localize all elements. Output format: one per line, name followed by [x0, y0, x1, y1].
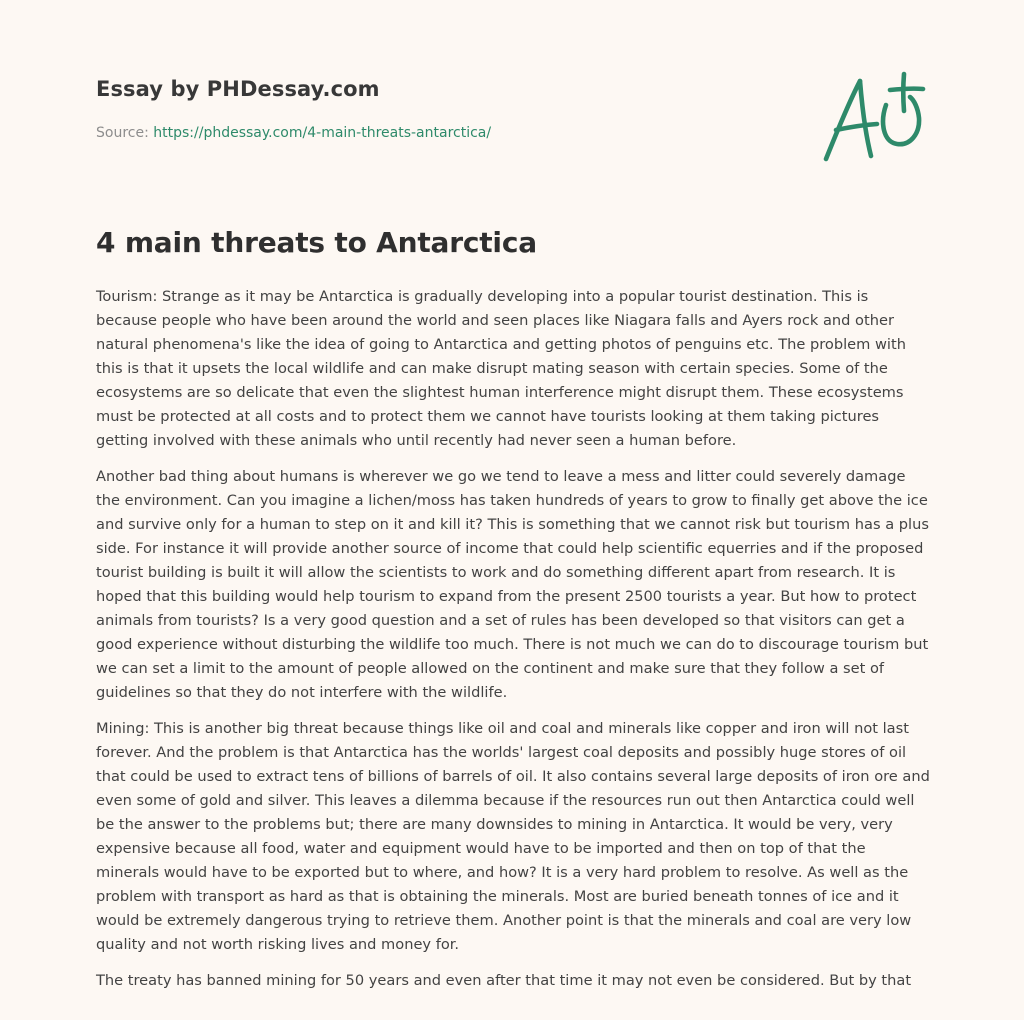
- essay-body: [96, 285, 932, 1005]
- a-plus-logo-icon: [822, 70, 926, 164]
- source-link[interactable]: https://phdessay.com/4-main-threats-antarctica/: [153, 125, 492, 141]
- paragraph-treaty: The treaty has banned mining for 50 years and even after that time it may not even be considered. But by that: [96, 972, 912, 989]
- a-plus-logo-graphic: [822, 70, 926, 164]
- site-brand: Essay by PHDessay.com: [96, 77, 380, 101]
- source-label: Source:: [96, 125, 154, 141]
- paragraph-mining: Mining: This is another big threat because things like oil and coal and minerals like copper and iron will not last forever. And the problem is that Antarctica has the worlds' largest coal deposits and possibly huge stores of oil that could be used to extract tens of billions of barrels of oil. It also contains several large deposits of iron ore and even some of gold and silver. This leaves a dilemma because if the resources run out then Antarctica could well be the answer to the problems but; there are many downsides to mining in Antarctica. It would be very, very expensive because all food, water and equipment would have to be imported and then on top of that the minerals would have to be exported but to where, and how? It is a very hard problem to resolve. As well as the problem with transport as hard as that is obtaining the minerals. Most are buried beneath tonnes of ice and it would be extremely dangerous trying to retrieve them. Another point is that the minerals and coal are very low quality and not worth risking lives and money for.: [96, 720, 930, 953]
- source-line: [96, 125, 491, 141]
- paragraph-tourism: Tourism: Strange as it may be Antarctica is gradually developing into a popular tourist destination. This is because people who have been around the world and seen places like Niagara falls and Ayers rock and other natural phenomena's like the idea of going to Antarctica and getting photos of penguins etc. The problem with this is that it upsets the local wildlife and can make disrupt mating season with certain species. Some of the ecosystems are so delicate that even the slightest human interference might disrupt them. These ecosystems must be protected at all costs and to protect them we cannot have tourists looking at them taking pictures getting involved with these animals who until recently had never seen a human before.: [96, 288, 906, 449]
- essay-title: 4 main threats to Antarctica: [96, 226, 537, 259]
- paragraph-tourism-impact: Another bad thing about humans is wherever we go we tend to leave a mess and litter could severely damage the environment. Can you imagine a lichen/moss has taken hundreds of years to grow to finally get above the ice and survive only for a human to step on it and kill it? This is something that we cannot risk but tourism has a plus side. For instance it will provide another source of income that could help scientific equerries and if the proposed tourist building is built it will allow the scientists to work and do something different apart from research. It is hoped that this building would help tourism to expand from the present 2500 tourists a year. But how to protect animals from tourists? Is a very good question and a set of rules has been developed so that visitors can get a good experience without disturbing the wildlife too much. There is not much we can do to discourage tourism but we can set a limit to the amount of people allowed on the continent and make sure that they follow a set of guidelines so that they do not interfere with the wildlife.: [96, 468, 929, 701]
